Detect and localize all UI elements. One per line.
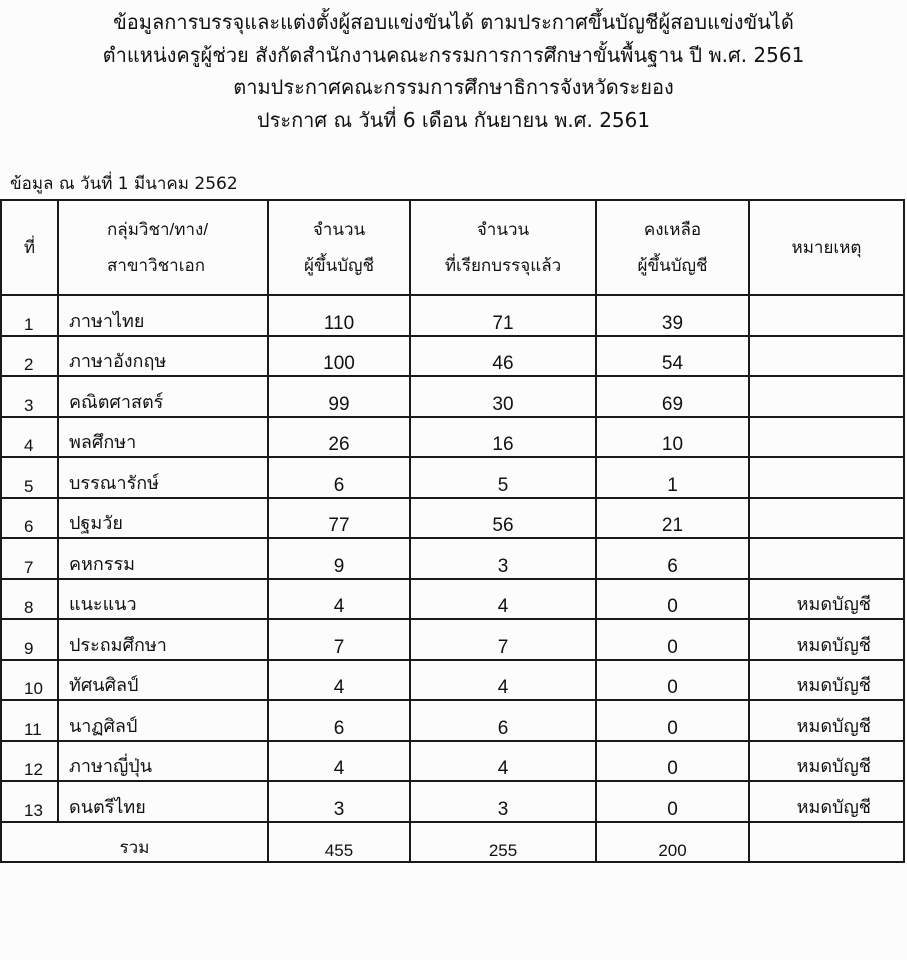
table-row xyxy=(1,538,904,579)
row-remaining: 1 xyxy=(596,457,749,498)
total-label: รวม xyxy=(1,822,268,863)
row-no: 2 xyxy=(1,336,58,377)
row-subject: ทัศนศิลป์ xyxy=(58,660,268,701)
row-remaining: 54 xyxy=(596,336,749,377)
header-remaining xyxy=(596,200,749,295)
row-no: 12 xyxy=(1,741,58,782)
total-called: 255 xyxy=(410,822,596,863)
header-called-line-1: จำนวน xyxy=(476,219,530,239)
header-line-1: ข้อมูลการบรรจุและแต่งตั้งผู้สอบแข่งขันได้ ตามประกาศขึ้นบัญชีผู้สอบแข่งขันได้ xyxy=(113,10,794,34)
row-note: หมดบัญชี xyxy=(749,741,904,782)
header-remaining-line-2: ผู้ขึ้นบัญชี xyxy=(637,255,708,275)
table-row xyxy=(1,417,904,458)
row-listed: 9 xyxy=(268,538,410,579)
row-no: 10 xyxy=(1,660,58,701)
row-listed: 6 xyxy=(268,457,410,498)
header-no-label: ที่ xyxy=(23,237,36,257)
table-row xyxy=(1,336,904,377)
total-remaining: 200 xyxy=(596,822,749,863)
header-subject-line-2: สาขาวิชาเอก xyxy=(107,255,206,275)
row-subject: พลศึกษา xyxy=(58,417,268,458)
table-row xyxy=(1,741,904,782)
row-called: 4 xyxy=(410,660,596,701)
header-line-2: ตำแหน่งครูผู้ช่วย สังกัดสำนักงานคณะกรรมการการศึกษาขั้นพื้นฐาน ปี พ.ศ. 2561 xyxy=(102,42,805,67)
row-no: 7 xyxy=(1,538,58,579)
row-listed: 99 xyxy=(268,376,410,417)
header-subject-line-1: กลุ่มวิชา/ทาง/ xyxy=(107,219,209,239)
row-subject: คณิตศาสตร์ xyxy=(58,376,268,417)
header-remaining-line-1: คงเหลือ xyxy=(643,219,702,239)
row-remaining: 0 xyxy=(596,660,749,701)
row-note xyxy=(749,336,904,377)
row-remaining: 0 xyxy=(596,619,749,660)
row-note xyxy=(749,498,904,539)
row-listed: 110 xyxy=(268,295,410,336)
row-remaining: 10 xyxy=(596,417,749,458)
row-note xyxy=(749,295,904,336)
row-no: 4 xyxy=(1,417,58,458)
row-no: 8 xyxy=(1,579,58,620)
header-line-4: ประกาศ ณ วันที่ 6 เดือน กันยายน พ.ศ. 2561 xyxy=(256,107,651,132)
row-called: 46 xyxy=(410,336,596,377)
row-note: หมดบัญชี xyxy=(749,619,904,660)
total-row xyxy=(1,822,904,863)
row-listed: 3 xyxy=(268,781,410,822)
row-no: 5 xyxy=(1,457,58,498)
header-listed-line-2: ผู้ขึ้นบัญชี xyxy=(303,255,375,275)
row-called: 3 xyxy=(410,781,596,822)
row-called: 6 xyxy=(410,700,596,741)
row-no: 9 xyxy=(1,619,58,660)
row-listed: 6 xyxy=(268,700,410,741)
row-listed: 7 xyxy=(268,619,410,660)
row-note xyxy=(749,376,904,417)
header-note xyxy=(749,200,904,295)
row-called: 3 xyxy=(410,538,596,579)
row-note: หมดบัญชี xyxy=(749,781,904,822)
header-no xyxy=(1,200,58,295)
row-no: 1 xyxy=(1,295,58,336)
row-called: 4 xyxy=(410,741,596,782)
table-row xyxy=(1,619,904,660)
header-called-line-2: ที่เรียกบรรจุแล้ว xyxy=(444,255,562,275)
placement-table xyxy=(0,199,905,863)
row-called: 5 xyxy=(410,457,596,498)
row-note: หมดบัญชี xyxy=(749,660,904,701)
row-listed: 4 xyxy=(268,741,410,782)
header-listed-line-1: จำนวน xyxy=(312,219,366,239)
row-no: 3 xyxy=(1,376,58,417)
table-row xyxy=(1,579,904,620)
row-subject: แนะแนว xyxy=(58,579,268,620)
row-no: 13 xyxy=(1,781,58,822)
row-subject: ประถมศึกษา xyxy=(58,619,268,660)
header-line-3: ตามประกาศคณะกรรมการศึกษาธิการจังหวัดระยอง xyxy=(233,75,674,99)
row-remaining: 0 xyxy=(596,700,749,741)
row-listed: 77 xyxy=(268,498,410,539)
row-listed: 4 xyxy=(268,660,410,701)
row-subject: ดนตรีไทย xyxy=(58,781,268,822)
row-listed: 26 xyxy=(268,417,410,458)
table-row xyxy=(1,457,904,498)
table-row xyxy=(1,376,904,417)
row-remaining: 39 xyxy=(596,295,749,336)
row-note: หมดบัญชี xyxy=(749,700,904,741)
row-subject: นาฏศิลป์ xyxy=(58,700,268,741)
row-called: 71 xyxy=(410,295,596,336)
row-subject: ภาษาไทย xyxy=(58,295,268,336)
row-called: 30 xyxy=(410,376,596,417)
row-subject: บรรณารักษ์ xyxy=(58,457,268,498)
total-listed: 455 xyxy=(268,822,410,863)
header-listed xyxy=(268,200,410,295)
table-row xyxy=(1,295,904,336)
row-remaining: 0 xyxy=(596,741,749,782)
row-note: หมดบัญชี xyxy=(749,579,904,620)
header-subject xyxy=(58,200,268,295)
row-remaining: 21 xyxy=(596,498,749,539)
row-remaining: 69 xyxy=(596,376,749,417)
row-called: 4 xyxy=(410,579,596,620)
row-called: 16 xyxy=(410,417,596,458)
table-row xyxy=(1,700,904,741)
table-header-row xyxy=(1,200,904,295)
header-note-label: หมายเหตุ xyxy=(791,237,862,257)
row-listed: 100 xyxy=(268,336,410,377)
table-row xyxy=(1,498,904,539)
row-remaining: 0 xyxy=(596,579,749,620)
row-remaining: 6 xyxy=(596,538,749,579)
row-subject: ภาษาญี่ปุ่น xyxy=(58,741,268,782)
table-row xyxy=(1,781,904,822)
row-note xyxy=(749,457,904,498)
table-row xyxy=(1,660,904,701)
row-remaining: 0 xyxy=(596,781,749,822)
row-subject: ภาษาอังกฤษ xyxy=(58,336,268,377)
row-note xyxy=(749,417,904,458)
row-no: 6 xyxy=(1,498,58,539)
data-as-of-date: ข้อมูล ณ วันที่ 1 มีนาคม 2562 xyxy=(10,174,238,194)
row-listed: 4 xyxy=(268,579,410,620)
row-called: 7 xyxy=(410,619,596,660)
row-no: 11 xyxy=(1,700,58,741)
row-subject: คหกรรม xyxy=(58,538,268,579)
header-called xyxy=(410,200,596,295)
row-called: 56 xyxy=(410,498,596,539)
total-note xyxy=(749,822,904,863)
row-subject: ปฐมวัย xyxy=(58,498,268,539)
document-header xyxy=(0,6,907,136)
row-note xyxy=(749,538,904,579)
